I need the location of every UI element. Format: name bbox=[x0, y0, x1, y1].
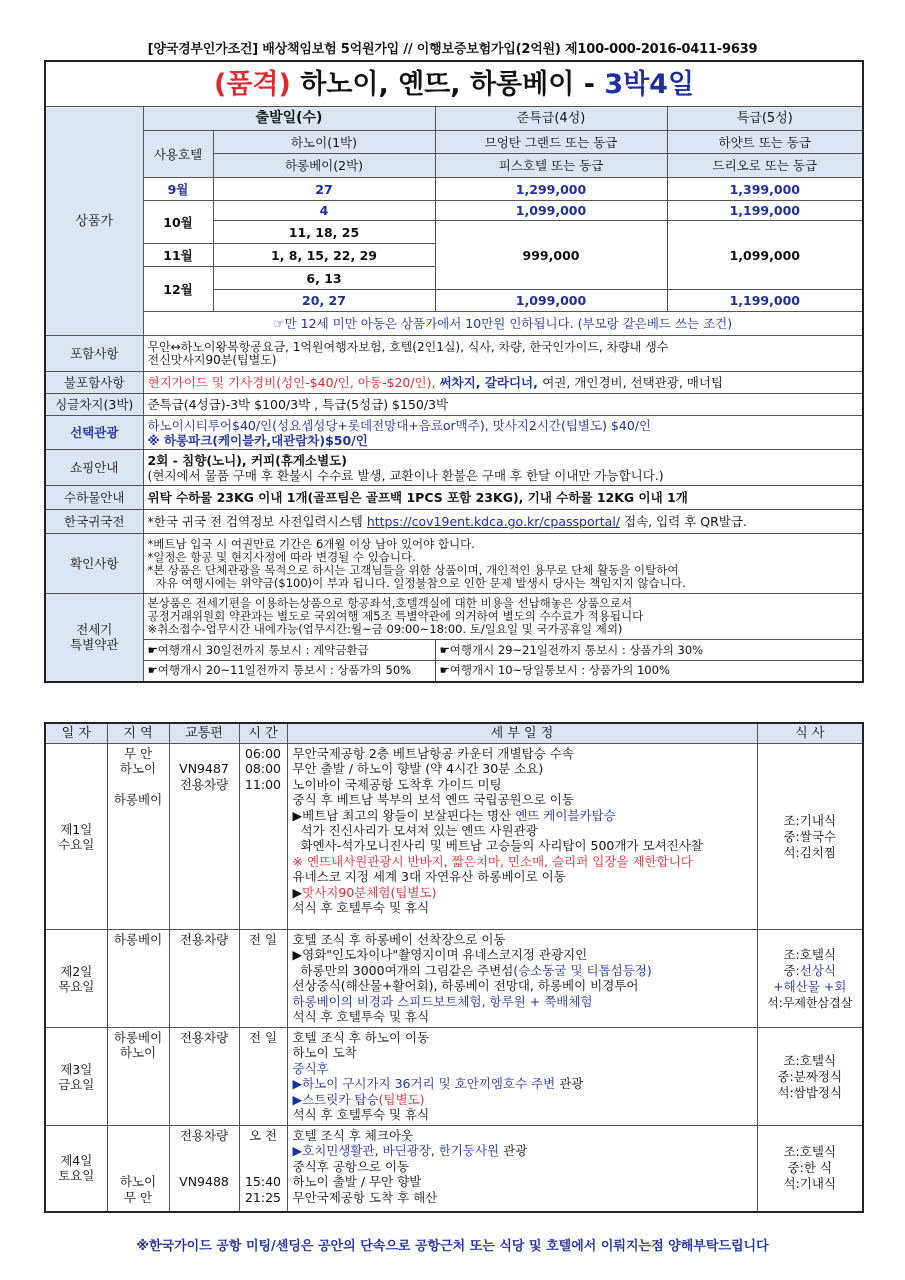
grade-4star-header: 준특급(4성) bbox=[435, 107, 667, 131]
price-oct-4star: 1,099,000 bbox=[435, 201, 667, 221]
dates-sep: 27 bbox=[213, 178, 435, 201]
product-info-table bbox=[44, 60, 864, 683]
day-1-label: 제1일 수요일 bbox=[45, 744, 107, 930]
penalty-29-21days: ☛여행개시 29~21일전까지 통보시 : 상품가의 30% bbox=[435, 640, 863, 661]
terms-line-3: ※취소접수-업무시간 내에가능(업무시간:월~금 09:00~18:00. 토/일요일 및 국가공휴일 제외) bbox=[147, 622, 623, 636]
hotel-halong-5star: 드리오로 또는 동급 bbox=[667, 154, 863, 178]
notice-line-2: *일정은 항공 및 현지사정에 따라 변경될 수 있습니다. bbox=[147, 549, 416, 564]
day-4-row bbox=[45, 1126, 863, 1212]
license-info-line: [양국경부인가조건] 배상책임보험 5억원가입 // 이행보증보험가입(2억원) 제100-000-2016-0411-9639 bbox=[147, 42, 758, 57]
baggage-text: 위탁 수하물 23KG 이내 1개(골프팀은 골프백 1PCS 포함 23KG), 기내 수하물 12KG 이내 1개 bbox=[143, 486, 863, 510]
excluded-rest: 여권, 개인경비, 선택관광, 매너팁 bbox=[542, 375, 724, 390]
shopping-label: 쇼핑안내 bbox=[45, 450, 143, 486]
hotel-hanoi-5star: 하얏트 또는 동급 bbox=[667, 131, 863, 154]
day-4-time: 오 전 15:40 21:25 bbox=[239, 1126, 287, 1212]
day-4-transport: 전용차량 VN9488 bbox=[169, 1126, 239, 1212]
day-3-label: 제3일 금요일 bbox=[45, 1028, 107, 1126]
return-text-1: *한국 귀국 전 검역정보 사전입력시스템 bbox=[147, 514, 367, 529]
col-day: 일 자 bbox=[45, 723, 107, 744]
title-main: 하노이, 옌뜨, 하롱베이 - bbox=[290, 68, 605, 100]
dates-oct-2: 11, 18, 25 bbox=[213, 221, 435, 244]
day-2-detail: 호텔 조식 후 하롱베이 선착장으로 이동 ▶영화"인도차이나"촬영지이며 유네스코지정 관광지인 하롱만의 3000여개의 그림같은 주변섬(승소동굴 및 티톱섬등정) 선상중식(해산물+활어회), 하롱베이 전망대, 하롱베이 비경투어 하롱베이의 비경과 스피드보트체험, 항루원 + 쭉배체험 석식 후 호텔투숙 및 휴식 bbox=[287, 930, 757, 1028]
day-1-row bbox=[45, 744, 863, 930]
day-1-region: 무 안 하노이 하롱베이 bbox=[107, 744, 169, 930]
product-title bbox=[45, 61, 863, 107]
penalty-20-11days: ☛여행개시 20~11일전까지 통보시 : 상품가의 50% bbox=[143, 661, 435, 682]
itinerary-table bbox=[44, 722, 864, 1213]
notice-label: 확인사항 bbox=[45, 534, 143, 594]
penalty-30days: ☛여행개시 30일전까지 통보시 : 계약금환급 bbox=[143, 640, 435, 661]
guide-meeting-notice: ※한국가이드 공항 미팅/센딩은 공안의 단속으로 공항근처 또는 식당 및 호텔에서 이뤄지는점 양해부탁드립니다 bbox=[136, 1239, 769, 1254]
price-oct-5star: 1,199,000 bbox=[667, 201, 863, 221]
dates-nov: 1, 8, 15, 22, 29 bbox=[213, 244, 435, 267]
hotel-place-hanoi: 하노이(1박) bbox=[213, 131, 435, 154]
day-3-detail: 호텔 조식 후 하노이 이동 하노이 도착 중식후 ▶하노이 구시가지 36거리 및 호안끼엠호수 주변 관광 ▶스트릿카 탑승(팁별도) 석식 후 호텔투숙 및 휴식 bbox=[287, 1028, 757, 1126]
day-2-region: 하롱베이 bbox=[107, 930, 169, 1028]
title-suffix: 3박4일 bbox=[604, 68, 695, 100]
grade-5star-header: 특급(5성) bbox=[667, 107, 863, 131]
col-transport: 교통편 bbox=[169, 723, 239, 744]
day-2-row bbox=[45, 930, 863, 1028]
month-nov: 11월 bbox=[143, 244, 213, 267]
day-1-detail: 무안국제공항 2층 베트남항공 카운터 개별탑승 수속 무안 출발 / 하노이 향발 (약 4시간 30분 소요) 노이바이 국제공항 도착후 가이드 미팅 중식 후 베트남 북부의 보석 옌뜨 국립공원으로 이동 ▶베트남 최고의 왕들이 보살핀다는 명산 옌뜨 케이블카탑승 석가 진신사리가 모셔져 있는 옌뜨 사원관광 화옌사-석가모니진사리 및 베트남 고승들의 사리탑이 500개가 모셔진사찰 ※ 옌뜨내사원관광시 반바지, 짧은치마, 민소매, 슬리퍼 입장을 제한합니다 유네스코 지정 세계 3대 자연유산 하롱베이로 이동 ▶맛사지90분체험(팁별도) 석식 후 호텔투숙 및 휴식 bbox=[287, 744, 757, 930]
penalty-10-0days: ☛여행개시 10~당일통보시 : 상품가의 100% bbox=[435, 661, 863, 682]
month-dec: 12월 bbox=[143, 267, 213, 312]
day-4-label: 제4일 토요일 bbox=[45, 1126, 107, 1212]
day-1-meals: 조:기내식 중:쌀국수 석:김치찜 bbox=[757, 744, 863, 930]
return-text-2: 접속, 입력 후 QR발급. bbox=[620, 514, 747, 529]
price-mid-4star: 999,000 bbox=[435, 221, 667, 290]
day-4-meals: 조:호텔식 중:한 식 석:기내식 bbox=[757, 1126, 863, 1212]
optional-tour-1: 하노이시티투어$40/인(성요셉성당+롯데전망대+음료or맥주), 맛사지2시간(팁별도) $40/인 bbox=[147, 417, 652, 433]
charter-terms-label bbox=[45, 594, 143, 682]
excluded-guide-fee: 현지가이드 및 기사경비(성인-$40/인, 아동-$20/인), bbox=[147, 375, 440, 390]
child-discount-note: ☞만 12세 미만 아동은 상품가에서 10만원 인하됩니다. (부모랑 같은베드 쓰는 조건) bbox=[143, 312, 863, 336]
day-2-transport: 전용차량 bbox=[169, 930, 239, 1028]
day-1-transport: VN9487 전용차량 bbox=[169, 744, 239, 930]
title-prefix: (품격) bbox=[214, 68, 291, 100]
notice-line-3: *본 상품은 단체관광을 목적으로 하시는 고객님들을 위한 상품이며, 개인적인 용무로 단체 활동을 이탈하여 bbox=[147, 562, 679, 577]
terms-line-2: 공정거래위원회 약관과는 별도로 국외여행 제5조 특별약관에 의거하여 별도의 수수료가 적용됩니다 bbox=[147, 609, 644, 623]
day-4-detail: 호텔 조식 후 체크아웃 ▶호치민생활관, 바딘광장, 한기둥사원 관광 중식후 공항으로 이동 하노이 출발 / 무안 향발 무안국제공항 도착 후 해산 bbox=[287, 1126, 757, 1212]
hotel-place-halong: 하롱베이(2박) bbox=[213, 154, 435, 178]
price-dec-5star: 1,199,000 bbox=[667, 290, 863, 312]
dates-oct-1: 4 bbox=[213, 201, 435, 221]
notice-line-1: *베트남 입국 시 여권만료 기간은 6개월 이상 남아 있어야 합니다. bbox=[147, 536, 475, 551]
day-1-time: 06:00 08:00 11:00 bbox=[239, 744, 287, 930]
col-time: 시 간 bbox=[239, 723, 287, 744]
excluded-surcharge: 써차지, 갈라디너, bbox=[439, 375, 543, 390]
hotel-halong-4star: 피스호텔 또는 동급 bbox=[435, 154, 667, 178]
baggage-label: 수하물안내 bbox=[45, 486, 143, 510]
day-2-meals: 조:호텔식 중:선상식 +해산물 +회 석:무제한삼겹살 bbox=[757, 930, 863, 1028]
price-sep-5star: 1,399,000 bbox=[667, 178, 863, 201]
hotel-hanoi-4star: 므엉탄 그랜드 또는 동급 bbox=[435, 131, 667, 154]
price-mid-5star: 1,099,000 bbox=[667, 221, 863, 290]
included-line-2: 전신맛사지90분(팁별도) bbox=[147, 352, 277, 367]
col-detail: 세 부 일 정 bbox=[287, 723, 757, 744]
single-charge-text: 준특급(4성급)-3박 $100/3박 , 특급(5성급) $150/3박 bbox=[143, 394, 863, 416]
shopping-line-2: (현지에서 물품 구매 후 환불시 수수료 발생, 교환이나 환불은 구매 후 한달 이내만 가능합니다.) bbox=[147, 467, 664, 483]
day-3-row bbox=[45, 1028, 863, 1126]
month-sep: 9월 bbox=[143, 178, 213, 201]
optional-tour-label: 선택관광 bbox=[45, 416, 143, 450]
dates-dec-2: 20, 27 bbox=[213, 290, 435, 312]
day-4-region: 하노이 무 안 bbox=[107, 1126, 169, 1212]
col-region: 지 역 bbox=[107, 723, 169, 744]
departure-header: 출발일(수) bbox=[143, 107, 435, 131]
charter-label-1: 전세기 bbox=[76, 622, 113, 638]
day-3-transport: 전용차량 bbox=[169, 1028, 239, 1126]
price-label: 상품가 bbox=[45, 107, 143, 336]
price-sep-4star: 1,299,000 bbox=[435, 178, 667, 201]
hotel-label: 사용호텔 bbox=[143, 131, 213, 178]
single-charge-label: 싱글차지(3박) bbox=[45, 394, 143, 416]
day-3-time: 전 일 bbox=[239, 1028, 287, 1126]
col-meal: 식 사 bbox=[757, 723, 863, 744]
month-oct: 10월 bbox=[143, 201, 213, 244]
optional-tour-2: ※ 하롱파크(케이블카,대관람차)$50/인 bbox=[147, 432, 368, 448]
terms-line-1: 본상품은 전세기편을 이용하는상품으로 항공좌석,호텔객실에 대한 비용을 선납해놓은 상품으로서 bbox=[147, 596, 633, 610]
return-label: 한국귀국전 bbox=[45, 510, 143, 534]
excluded-label: 불포함사항 bbox=[45, 372, 143, 394]
price-dec-4star: 1,099,000 bbox=[435, 290, 667, 312]
day-2-time: 전 일 bbox=[239, 930, 287, 1028]
shopping-line-1: 2회 - 침향(노니), 커피(휴게소별도) bbox=[147, 452, 347, 468]
notice-line-4: 자유 여행시에는 위약금($100)이 부과 됩니다. 일정불참으로 인한 문제 발생시 당사는 책임지지 않습니다. bbox=[155, 575, 686, 590]
day-2-label: 제2일 목요일 bbox=[45, 930, 107, 1028]
dates-dec-1: 6, 13 bbox=[213, 267, 435, 290]
day-3-region: 하롱베이 하노이 bbox=[107, 1028, 169, 1126]
day-3-meals: 조:호텔식 중:분짜정식 석:쌈밥정식 bbox=[757, 1028, 863, 1126]
quarantine-link[interactable]: https://cov19ent.kdca.go.kr/cpassportal/ bbox=[366, 514, 621, 529]
included-label: 포함사항 bbox=[45, 336, 143, 372]
included-line-1: 무안↔하노이왕복항공요금, 1억원여행자보험, 호텔(2인1실), 식사, 차량, 한국인가이드, 차량내 생수 bbox=[147, 339, 669, 354]
charter-label-2: 특별약관 bbox=[70, 637, 119, 653]
